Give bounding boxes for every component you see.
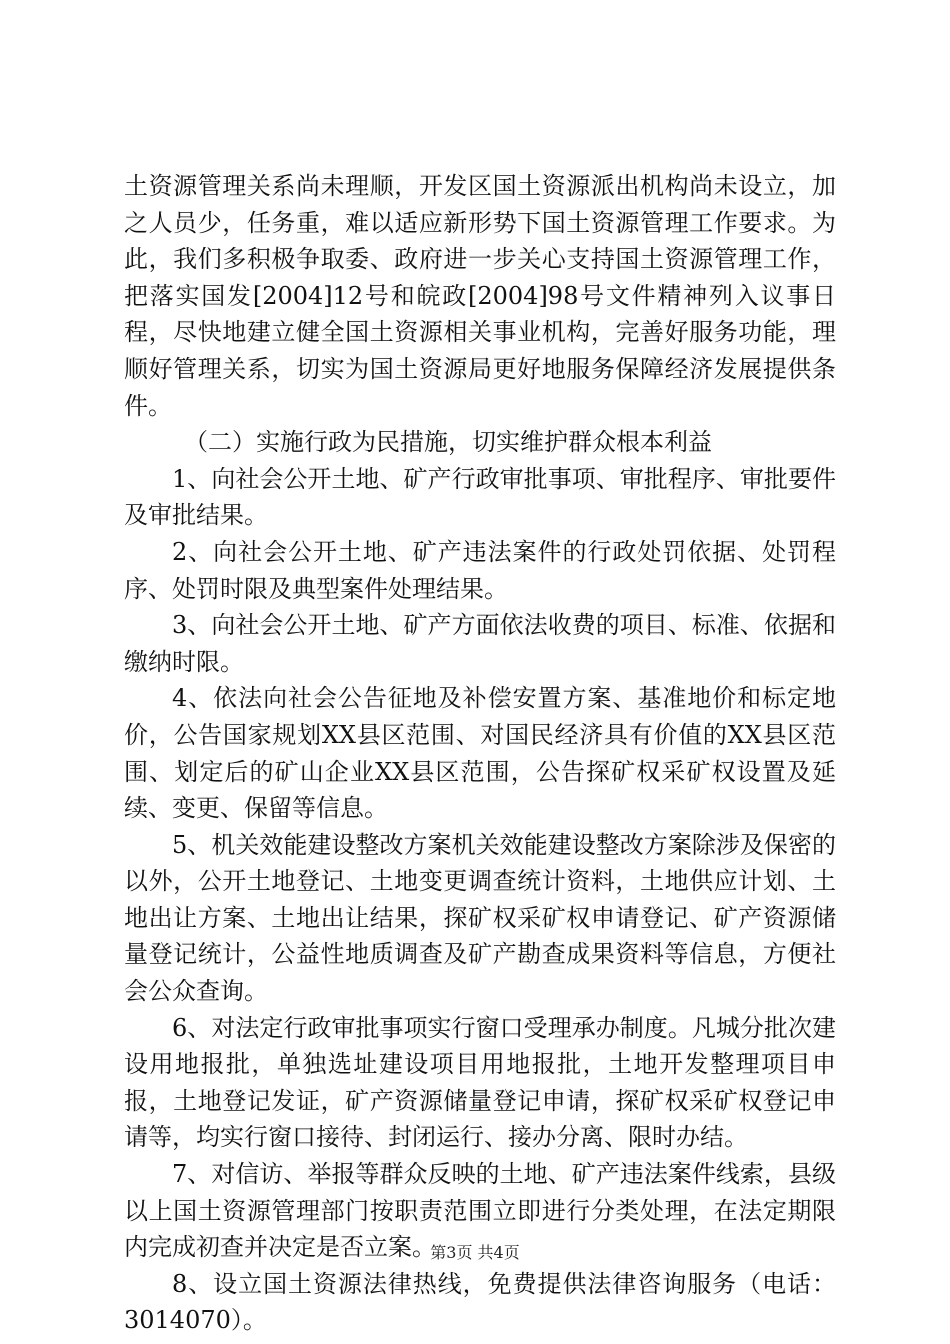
list-item-5: 5、机关效能建设整改方案机关效能建设整改方案除涉及保密的以外，公开土地登记、土地变更调查统计资料，土地供应计划、土地出让方案、土地出让结果，探矿权采矿权申请登记、矿产资源储量登记统计，公益性地质调查及矿产勘查成果资料等信息，方便社会公众查询。 xyxy=(124,830,836,1006)
list-item-4: 4、依法向社会公告征地及补偿安置方案、基准地价和标定地价，公告国家规划XX县区范围、对国民经济具有价值的XX县区范围、划定后的矿山企业XX县区范围，公告探矿权采矿权设置及延续、变更、保留等信息。 xyxy=(124,684,836,823)
list-item-6: 6、对法定行政审批事项实行窗口受理承办制度。凡城分批次建设用地报批，单独选址建设项目用地报批，土地开发整理项目申报，土地登记发证，矿产资源储量登记申请，探矿权采矿权登记申请等，均实行窗口接待、封闭运行、接办分离、限时办结。 xyxy=(124,1013,836,1152)
section-heading: （二）实施行政为民措施，切实维护群众根本利益 xyxy=(184,428,712,457)
list-item-8: 8、设立国土资源法律热线，免费提供法律咨询服务（电话：3014070）。 xyxy=(124,1269,836,1335)
page-number-footer: 第3页 共4页 xyxy=(430,1243,520,1262)
document-body xyxy=(124,168,836,1339)
list-item-3: 3、向社会公开土地、矿产方面依法收费的项目、标准、依据和缴纳时限。 xyxy=(124,611,836,676)
paragraph-continuation: 土资源管理关系尚未理顺，开发区国土资源派出机构尚未设立，加之人员少，任务重，难以适应新形势下国土资源管理工作要求。为此，我们多积极争取委、政府进一步关心支持国土资源管理工作，把落实国发[2004]12号和皖政[2004]98号文件精神列入议事日程，尽快地建立健全国土资源相关事业机构，完善好服务功能，理顺好管理关系，切实为国土资源局更好地服务保障经济发展提供条件。 xyxy=(124,172,836,420)
list-item-2: 2、向社会公开土地、矿产违法案件的行政处罚依据、处罚程序、处罚时限及典型案件处理结果。 xyxy=(124,537,836,603)
list-item-7: 7、对信访、举报等群众反映的土地、矿产违法案件线索，县级以上国土资源管理部门按职责范围立即进行分类处理，在法定期限内完成初查并决定是否立案。 xyxy=(124,1160,836,1262)
list-item-1: 1、向社会公开土地、矿产行政审批事项、审批程序、审批要件及审批结果。 xyxy=(124,464,836,530)
